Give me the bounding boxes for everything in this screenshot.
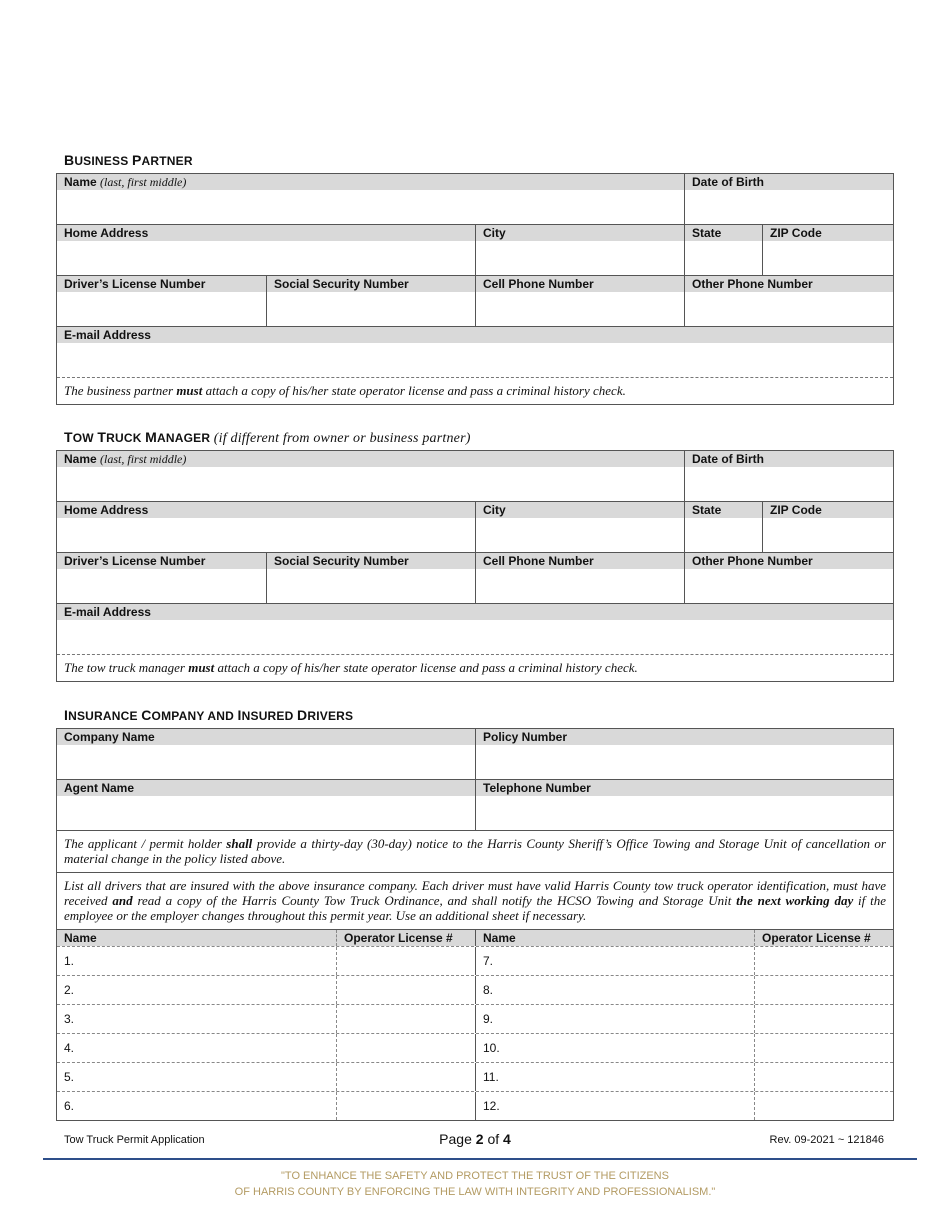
driver-name-cell[interactable]: 2. [64, 983, 75, 997]
ttm-city-label: City [476, 502, 684, 518]
business-partner-heading: BUSINESS PARTNER [64, 152, 193, 168]
bp-name-field[interactable] [57, 174, 684, 224]
bp-ssn-field[interactable] [266, 276, 475, 326]
ttm-zip-field[interactable] [762, 502, 893, 552]
driver-name-cell[interactable]: 10. [475, 1034, 754, 1062]
ttm-dob-label: Date of Birth [685, 451, 893, 467]
agent-name-field[interactable] [57, 780, 475, 830]
driver-name-cell[interactable]: 6. [64, 1099, 75, 1113]
footer-form-title: Tow Truck Permit Application [64, 1134, 205, 1146]
bp-other-phone-field[interactable] [684, 276, 893, 326]
ttm-name-hint: (last, first middle) [100, 452, 187, 466]
driver-row [57, 946, 893, 975]
ttm-cell-phone-label: Cell Phone Number [476, 553, 684, 569]
bp-cell-phone-field[interactable] [475, 276, 684, 326]
bp-name-label: Name [64, 175, 97, 189]
driver-name-cell[interactable]: 5. [64, 1070, 75, 1084]
bp-zip-label: ZIP Code [763, 225, 893, 241]
col-name-left: Name [57, 930, 336, 946]
driver-license-cell[interactable] [336, 1092, 475, 1120]
col-license-right: Operator License # [754, 930, 893, 946]
bp-ssn-label: Social Security Number [267, 276, 475, 292]
bp-requirement-note: The business partner must attach a copy of his/her state operator license and pass a criminal history check. [57, 377, 893, 404]
footer-rule [43, 1158, 917, 1160]
ttm-state-field[interactable] [684, 502, 762, 552]
ttm-zip-label: ZIP Code [763, 502, 893, 518]
ttm-other-phone-field[interactable] [684, 553, 893, 603]
ttm-name-label: Name [64, 452, 97, 466]
driver-name-cell[interactable]: 9. [475, 1005, 754, 1033]
col-name-right: Name [475, 930, 754, 946]
page-indicator: Page 2 of 4 [439, 1131, 511, 1147]
bp-cell-phone-label: Cell Phone Number [476, 276, 684, 292]
driver-license-cell[interactable] [754, 1005, 893, 1033]
bp-email-field[interactable] [57, 327, 893, 377]
driver-name-cell[interactable]: 7. [475, 947, 754, 975]
driver-row [57, 1033, 893, 1062]
telephone-number-field[interactable] [475, 780, 893, 830]
driver-license-cell[interactable] [754, 1034, 893, 1062]
company-name-field[interactable] [57, 729, 475, 779]
ttm-name-field[interactable] [57, 451, 684, 501]
ttm-ssn-field[interactable] [266, 553, 475, 603]
driver-row [57, 1062, 893, 1091]
policy-number-label: Policy Number [476, 729, 893, 745]
bp-dl-field[interactable] [57, 276, 266, 326]
driver-row [57, 1004, 893, 1033]
driver-license-cell[interactable] [754, 947, 893, 975]
bp-dob-label: Date of Birth [685, 174, 893, 190]
driver-license-cell[interactable] [336, 947, 475, 975]
driver-license-cell[interactable] [754, 1092, 893, 1120]
revision-label: Rev. 09-2021 ~ 121846 [769, 1134, 884, 1146]
drivers-table-header [57, 929, 893, 946]
bp-dob-field[interactable] [684, 174, 893, 224]
policy-number-field[interactable] [475, 729, 893, 779]
ttm-home-address-field[interactable] [57, 502, 475, 552]
driver-name-cell[interactable]: 1. [64, 954, 75, 968]
col-license-left: Operator License # [336, 930, 475, 946]
drivers-table-body [57, 946, 893, 1120]
ttm-home-address-label: Home Address [57, 502, 475, 518]
motto-line-2: OF HARRIS COUNTY BY ENFORCING THE LAW WITH INTEGRITY AND PROFESSIONALISM." [234, 1186, 716, 1198]
ttm-state-label: State [685, 502, 762, 518]
insurance-heading: INSURANCE COMPANY AND INSURED DRIVERS [64, 707, 354, 723]
ttm-other-phone-label: Other Phone Number [685, 553, 893, 569]
tow-truck-manager-subtitle: (if different from owner or business partner) [213, 431, 471, 446]
ttm-dob-field[interactable] [684, 451, 893, 501]
bp-other-phone-label: Other Phone Number [685, 276, 893, 292]
ttm-requirement-note: The tow truck manager must attach a copy of his/her state operator license and pass a criminal history check. [57, 654, 893, 681]
bp-zip-field[interactable] [762, 225, 893, 275]
ttm-cell-phone-field[interactable] [475, 553, 684, 603]
ttm-dl-label: Driver’s License Number [57, 553, 266, 569]
ttm-dl-field[interactable] [57, 553, 266, 603]
bp-city-field[interactable] [475, 225, 684, 275]
bp-home-address-label: Home Address [57, 225, 475, 241]
driver-license-cell[interactable] [754, 1063, 893, 1091]
business-partner-form [56, 173, 894, 405]
bp-name-hint: (last, first middle) [100, 175, 187, 189]
telephone-number-label: Telephone Number [476, 780, 893, 796]
company-name-label: Company Name [57, 729, 475, 745]
tow-truck-manager-heading: TOW TRUCK MANAGER (if different from owner or business partner) [64, 429, 471, 446]
driver-row [57, 975, 893, 1004]
drivers-instructions: List all drivers that are insured with the above insurance company. Each driver must have valid Harris County tow truck operator identification, must have received and read a copy of the Harris County Tow Truck Ordinance, and shall notify the HCSO Towing and Storage Unit the next working day if the employee or the employer changes throughout this permit year. Use an additional sheet if necessary. [57, 872, 893, 929]
driver-name-cell[interactable]: 11. [475, 1063, 754, 1091]
tow-truck-manager-form [56, 450, 894, 682]
driver-name-cell[interactable]: 3. [64, 1012, 75, 1026]
ttm-email-field[interactable] [57, 604, 893, 654]
insurance-notice: The applicant / permit holder shall provide a thirty-day (30-day) notice to the Harris County Sheriff’s Office Towing and Storage Unit of cancellation or material change in the policy listed above. [57, 830, 893, 872]
motto-line-1: "TO ENHANCE THE SAFETY AND PROTECT THE TRUST OF THE CITIZENS [281, 1170, 669, 1182]
driver-license-cell[interactable] [754, 976, 893, 1004]
ttm-city-field[interactable] [475, 502, 684, 552]
bp-email-label: E-mail Address [57, 327, 893, 343]
driver-license-cell[interactable] [336, 1063, 475, 1091]
ttm-email-label: E-mail Address [57, 604, 893, 620]
agent-name-label: Agent Name [57, 780, 475, 796]
bp-home-address-field[interactable] [57, 225, 475, 275]
bp-state-label: State [685, 225, 762, 241]
driver-license-cell[interactable] [336, 1034, 475, 1062]
driver-license-cell[interactable] [336, 1005, 475, 1033]
driver-row [57, 1091, 893, 1120]
bp-dl-label: Driver’s License Number [57, 276, 266, 292]
driver-license-cell[interactable] [336, 976, 475, 1004]
driver-name-cell[interactable]: 12. [475, 1092, 754, 1120]
insurance-form [56, 728, 894, 1121]
driver-name-cell[interactable]: 8. [475, 976, 754, 1004]
bp-state-field[interactable] [684, 225, 762, 275]
driver-name-cell[interactable]: 4. [64, 1041, 75, 1055]
bp-city-label: City [476, 225, 684, 241]
ttm-ssn-label: Social Security Number [267, 553, 475, 569]
